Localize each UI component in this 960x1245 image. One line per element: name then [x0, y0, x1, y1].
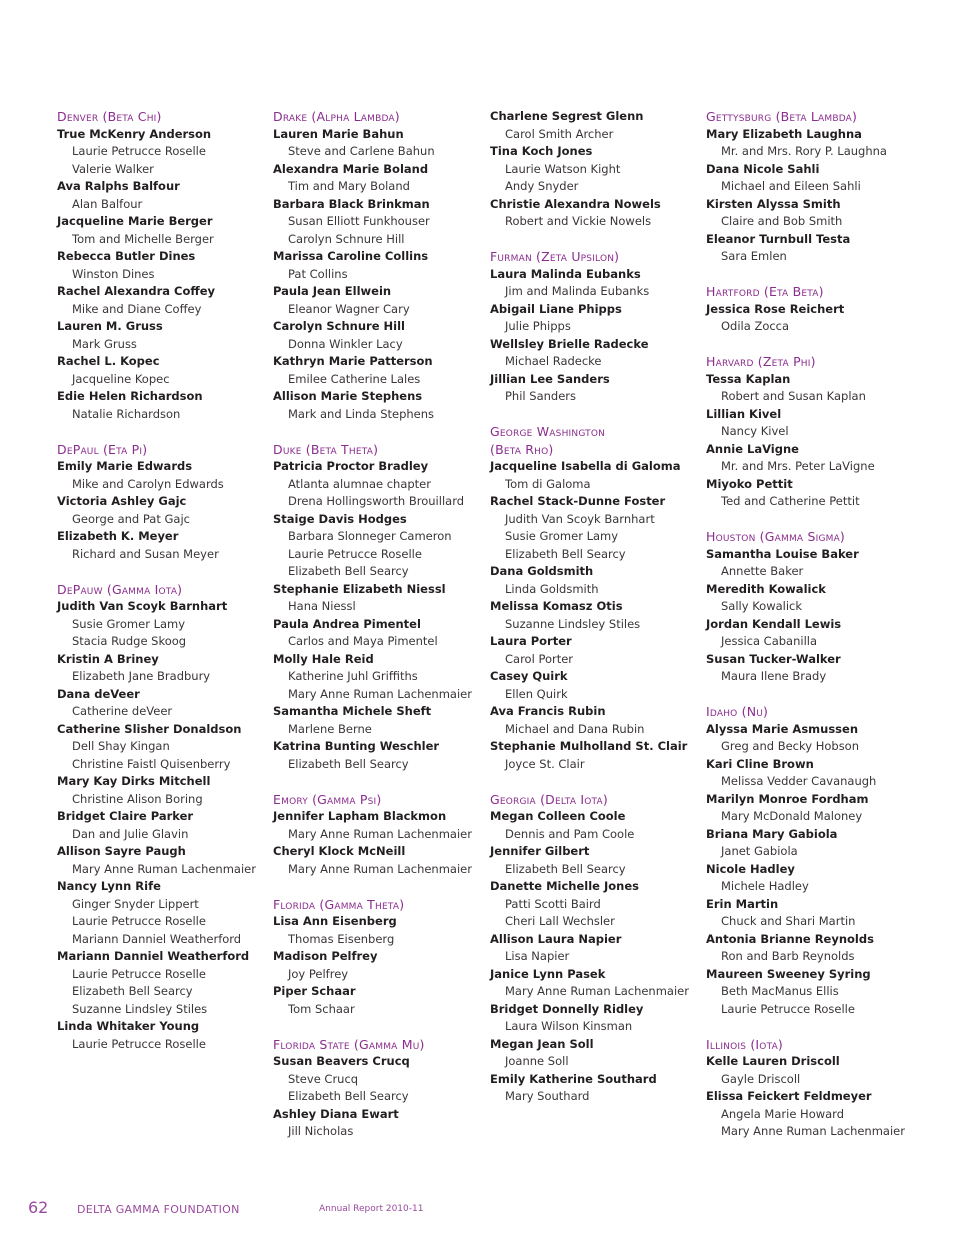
honoree-name: Susan Tucker-Walker — [706, 651, 841, 666]
honored-by-name: Tim and Mary Boland — [288, 179, 410, 193]
honored-by-name: Mark and Linda Stephens — [288, 406, 435, 421]
honoree-name: Jacqueline Isabella di Galoma — [490, 459, 681, 473]
honoree-name: Catherine Slisher Donaldson — [57, 721, 242, 736]
honoree-name: Victoria Ashley Gajc — [57, 494, 187, 508]
honored-by-name: Beth MacManus Ellis — [721, 984, 839, 998]
chapter-heading: Hartford (Eta Beta) — [706, 284, 824, 299]
honored-by-name: Tom and Michelle Berger — [72, 231, 214, 246]
honored-by-name: Mary Anne Ruman Lachenmaier — [72, 861, 256, 876]
honored-by-name: Steve Crucq — [288, 1071, 359, 1086]
honored-by-name: Joanne Soll — [505, 1054, 569, 1068]
chapter-heading: Houston (Gamma Sigma) — [706, 529, 846, 544]
honored-by-name: Sally Kowalick — [721, 599, 803, 613]
chapter-heading: Gettysburg (Beta Lambda) — [706, 109, 858, 124]
honoree-name: Ava Ralphs Balfour — [57, 179, 180, 193]
honoree-name: Lisa Ann Eisenberg — [273, 914, 397, 928]
honoree-name: Patricia Proctor Bradley — [273, 459, 429, 473]
honoree-name: Megan Jean Soll — [490, 1036, 594, 1051]
honored-by-name: Elizabeth Bell Searcy — [72, 984, 193, 998]
honored-by-name: Gayle Driscoll — [721, 1071, 801, 1086]
honored-by-name: Donna Winkler Lacy — [288, 336, 403, 351]
honored-by-name: Mary McDonald Maloney — [721, 809, 863, 823]
honoree-name: Marilyn Monroe Fordham — [706, 791, 869, 806]
honored-by-name: Carolyn Schnure Hill — [288, 231, 405, 246]
honoree-name: Annie LaVigne — [706, 441, 799, 456]
honored-by-name: Richard and Susan Meyer — [72, 546, 219, 561]
chapter-heading: DePauw (Gamma Iota) — [57, 581, 183, 597]
honored-by-name: Ellen Quirk — [505, 686, 568, 701]
honored-by-name: Christine Alison Boring — [72, 791, 203, 806]
honored-by-name: Mary Anne Ruman Lachenmaier — [505, 984, 689, 998]
honoree-name: Casey Quirk — [490, 669, 568, 683]
honoree-name: Briana Mary Gabiola — [706, 826, 838, 841]
honored-by-name: Steve and Carlene Bahun — [288, 144, 435, 158]
honoree-name: Mary Kay Dirks Mitchell — [57, 774, 211, 788]
column-2 — [273, 108, 485, 1141]
honoree-name: True McKenry Anderson — [57, 126, 212, 141]
honored-by-name: Susie Gromer Lamy — [505, 529, 619, 543]
honored-by-name: Laura Wilson Kinsman — [505, 1019, 633, 1033]
honored-by-name: Mary Anne Ruman Lachenmaier — [288, 826, 472, 841]
honored-by-name: Suzanne Lindsley Stiles — [72, 1001, 208, 1016]
honored-by-name: Christine Faistl Quisenberry — [72, 756, 231, 771]
honored-by-name: Winston Dines — [72, 266, 155, 281]
honored-by-name: Susie Gromer Lamy — [72, 616, 186, 631]
honoree-name: Susan Beavers Crucq — [273, 1054, 410, 1068]
honored-by-name: Laurie Petrucce Roselle — [72, 1036, 206, 1051]
honoree-name: Alexandra Marie Boland — [273, 161, 429, 176]
honoree-name: Katrina Bunting Weschler — [273, 739, 440, 753]
honored-by-name: Hana Niessl — [288, 599, 356, 613]
honoree-name: Piper Schaar — [273, 984, 356, 998]
honoree-name: Paula Andrea Pimentel — [273, 616, 421, 631]
report-title: Annual Report 2010-11 — [319, 1204, 424, 1214]
honoree-name: Laura Porter — [490, 634, 572, 648]
honored-by-name: Odila Zocca — [721, 319, 790, 333]
honored-by-name: Nancy Kivel — [721, 424, 789, 438]
honoree-name: Jessica Rose Reichert — [706, 301, 845, 316]
honoree-name: Elissa Feickert Feldmeyer — [706, 1089, 872, 1103]
honored-by-name: Maura Ilene Brady — [721, 669, 827, 683]
honored-by-name: Alan Balfour — [72, 196, 143, 211]
honoree-name: Edie Helen Richardson — [57, 389, 203, 403]
honoree-name: Kristin A Briney — [57, 651, 159, 666]
honoree-name: Barbara Black Brinkman — [273, 196, 430, 211]
column-4 — [706, 108, 918, 1141]
honoree-name: Linda Whitaker Young — [57, 1019, 200, 1033]
chapter-heading: Florida State (Gamma Mu) — [273, 1036, 425, 1052]
honored-by-name: George and Pat Gajc — [72, 511, 190, 526]
honored-by-name: Mary Anne Ruman Lachenmaier — [721, 1124, 905, 1138]
chapter-heading: Illinois (Iota) — [706, 1036, 784, 1052]
chapter-heading: (Beta Rho) — [490, 441, 554, 457]
honoree-name: Cheryl Klock McNeill — [273, 844, 406, 858]
honored-by-name: Melissa Vedder Cavanaugh — [721, 774, 877, 788]
honoree-name: Nancy Lynn Rife — [57, 879, 161, 893]
honored-by-name: Mary Anne Ruman Lachenmaier — [288, 861, 472, 876]
honored-by-name: Mary Anne Ruman Lachenmaier — [288, 686, 472, 701]
chapter-heading: Harvard (Zeta Phi) — [706, 354, 816, 369]
chapter-heading: Drake (Alpha Lambda) — [273, 109, 400, 124]
honoree-name: Allison Laura Napier — [490, 931, 622, 946]
chapter-heading: Georgia (Delta Iota) — [490, 791, 608, 807]
honored-by-name: Carlos and Maya Pimentel — [288, 634, 438, 648]
honored-by-name: Mike and Diane Coffey — [72, 301, 202, 316]
honoree-name: Stephanie Elizabeth Niessl — [273, 581, 446, 596]
chapter-heading: Duke (Beta Theta) — [273, 441, 379, 457]
honoree-name: Allison Marie Stephens — [273, 389, 423, 403]
honored-by-name: Michael and Dana Rubin — [505, 721, 645, 736]
honoree-name: Christie Alexandra Nowels — [490, 196, 661, 211]
honored-by-name: Ron and Barb Reynolds — [721, 949, 855, 963]
honored-by-name: Annette Baker — [721, 564, 804, 578]
honored-by-name: Ted and Catherine Pettit — [721, 494, 860, 508]
honoree-name: Stephanie Mulholland St. Clair — [490, 739, 688, 753]
honored-by-name: Elizabeth Jane Bradbury — [72, 669, 211, 683]
honored-by-name: Stacia Rudge Skoog — [72, 634, 187, 648]
honoree-name: Paula Jean Ellwein — [273, 284, 392, 298]
honored-by-name: Thomas Eisenberg — [288, 931, 395, 946]
honoree-name: Tina Koch Jones — [490, 144, 593, 158]
honoree-name: Miyoko Pettit — [706, 476, 793, 491]
chapter-heading: George Washington — [490, 424, 606, 439]
honoree-name: Laura Malinda Eubanks — [490, 266, 641, 281]
honored-by-name: Dennis and Pam Coole — [505, 826, 635, 841]
honored-by-name: Michael and Eileen Sahli — [721, 179, 861, 193]
honoree-name: Charlene Segrest Glenn — [490, 109, 644, 123]
honoree-name: Erin Martin — [706, 896, 779, 911]
honoree-name: Meredith Kowalick — [706, 581, 826, 596]
honored-by-name: Atlanta alumnae chapter — [288, 476, 431, 491]
honoree-name: Jennifer Gilbert — [490, 844, 590, 858]
honoree-name: Allison Sayre Paugh — [57, 844, 186, 858]
honoree-name: Ashley Diana Ewart — [273, 1106, 399, 1121]
honored-by-name: Angela Marie Howard — [721, 1106, 845, 1121]
honored-by-name: Ginger Snyder Lippert — [72, 896, 199, 911]
honoree-name: Janice Lynn Pasek — [490, 966, 606, 981]
honored-by-name: Laurie Petrucce Roselle — [288, 546, 422, 561]
honored-by-name: Emilee Catherine Lales — [288, 371, 421, 386]
honoree-name: Marissa Caroline Collins — [273, 249, 429, 263]
honored-by-name: Elizabeth Bell Searcy — [288, 564, 409, 578]
honored-by-name: Mr. and Mrs. Peter LaVigne — [721, 459, 875, 473]
honored-by-name: Dan and Julie Glavin — [72, 826, 189, 841]
honored-by-name: Pat Collins — [288, 266, 348, 281]
honored-by-name: Lisa Napier — [505, 949, 570, 963]
honoree-name: Lauren M. Gruss — [57, 319, 163, 333]
honoree-name: Mariann Danniel Weatherford — [57, 949, 250, 963]
honoree-name: Rebecca Butler Dines — [57, 249, 196, 263]
honoree-name: Jacqueline Marie Berger — [57, 214, 213, 228]
honored-by-name: Laurie Petrucce Roselle — [72, 144, 206, 158]
chapter-heading: Florida (Gamma Theta) — [273, 896, 405, 912]
honoree-name: Alyssa Marie Asmussen — [706, 721, 859, 736]
honored-by-name: Suzanne Lindsley Stiles — [505, 616, 641, 631]
honoree-name: Judith Van Scoyk Barnhart — [57, 599, 228, 613]
honored-by-name: Eleanor Wagner Cary — [288, 301, 410, 316]
honored-by-name: Mariann Danniel Weatherford — [72, 931, 242, 946]
honoree-name: Kirsten Alyssa Smith — [706, 196, 841, 211]
honored-by-name: Catherine deVeer — [72, 704, 173, 718]
chapter-heading: DePaul (Eta Pi) — [57, 441, 148, 457]
honoree-name: Danette Michelle Jones — [490, 879, 639, 893]
honored-by-name: Laurie Petrucce Roselle — [72, 914, 206, 928]
honored-by-name: Jim and Malinda Eubanks — [505, 284, 650, 298]
honoree-name: Molly Hale Reid — [273, 651, 374, 666]
honored-by-name: Tom di Galoma — [505, 476, 591, 491]
honoree-name: Dana Nicole Sahli — [706, 161, 820, 176]
organization-name: DELTA GAMMA FOUNDATION — [77, 1203, 240, 1216]
honored-by-name: Elizabeth Bell Searcy — [288, 1089, 409, 1103]
honoree-name: Maureen Sweeney Syring — [706, 966, 871, 981]
honoree-name: Lauren Marie Bahun — [273, 126, 404, 141]
honoree-name: Jillian Lee Sanders — [490, 371, 610, 386]
honored-by-name: Joyce St. Clair — [505, 756, 585, 771]
chapter-heading: Furman (Zeta Upsilon) — [490, 249, 620, 264]
page-number: 62 — [28, 1198, 49, 1217]
honored-by-name: Judith Van Scoyk Barnhart — [505, 511, 655, 526]
honoree-name: Rachel Stack-Dunne Foster — [490, 494, 666, 508]
honored-by-name: Elizabeth Bell Searcy — [288, 756, 409, 771]
honored-by-name: Sara Emlen — [721, 249, 787, 263]
honoree-name: Abigail Liane Phipps — [490, 301, 622, 316]
honoree-name: Bridget Claire Parker — [57, 809, 194, 823]
honored-by-name: Carol Smith Archer — [505, 126, 614, 141]
honoree-name: Dana Goldsmith — [490, 564, 594, 578]
honoree-name: Ava Francis Rubin — [490, 704, 606, 718]
honored-by-name: Cheri Lall Wechsler — [505, 914, 615, 928]
honored-by-name: Janet Gabiola — [721, 844, 798, 858]
honoree-name: Jordan Kendall Lewis — [706, 616, 842, 631]
honoree-name: Melissa Komasz Otis — [490, 599, 623, 613]
honored-by-name: Robert and Vickie Nowels — [505, 214, 652, 228]
honoree-name: Mary Elizabeth Laughna — [706, 126, 862, 141]
honoree-name: Antonia Brianne Reynolds — [706, 931, 874, 946]
honoree-name: Samantha Michele Sheft — [273, 704, 432, 718]
honored-by-name: Robert and Susan Kaplan — [721, 389, 866, 403]
chapter-heading: Emory (Gamma Psi) — [273, 791, 382, 807]
honoree-name: Wellsley Brielle Radecke — [490, 336, 649, 351]
honoree-name: Eleanor Turnbull Testa — [706, 231, 851, 246]
honored-by-name: Marlene Berne — [288, 721, 372, 736]
honoree-name: Kari Cline Brown — [706, 756, 814, 771]
honored-by-name: Barbara Slonneger Cameron — [288, 529, 452, 543]
honored-by-name: Michael Radecke — [505, 354, 602, 368]
honored-by-name: Laurie Watson Kight — [505, 161, 621, 176]
honored-by-name: Susan Elliott Funkhouser — [288, 214, 430, 228]
honored-by-name: Elizabeth Bell Searcy — [505, 546, 626, 561]
honoree-name: Elizabeth K. Meyer — [57, 529, 179, 543]
honored-by-name: Mary Southard — [505, 1089, 590, 1103]
chapter-heading: Idaho (Nu) — [706, 704, 769, 719]
honored-by-name: Chuck and Shari Martin — [721, 914, 856, 928]
column-1 — [57, 108, 269, 1053]
honoree-name: Rachel L. Kopec — [57, 354, 160, 368]
honored-by-name: Natalie Richardson — [72, 406, 181, 421]
honoree-name: Emily Katherine Southard — [490, 1071, 657, 1086]
honoree-name: Jennifer Lapham Blackmon — [273, 809, 447, 823]
honoree-name: Emily Marie Edwards — [57, 459, 193, 473]
honored-by-name: Laurie Petrucce Roselle — [72, 966, 206, 981]
honoree-name: Staige Davis Hodges — [273, 511, 407, 526]
honored-by-name: Dell Shay Kingan — [72, 739, 170, 753]
honored-by-name: Laurie Petrucce Roselle — [721, 1001, 855, 1016]
honored-by-name: Mark Gruss — [72, 336, 137, 351]
honored-by-name: Phil Sanders — [505, 389, 576, 403]
honored-by-name: Mike and Carolyn Edwards — [72, 476, 224, 491]
honoree-name: Dana deVeer — [57, 686, 140, 701]
honoree-name: Lillian Kivel — [706, 406, 782, 421]
honoree-name: Carolyn Schnure Hill — [273, 319, 405, 333]
honored-by-name: Patti Scotti Baird — [505, 896, 601, 911]
honoree-name: Kelle Lauren Driscoll — [706, 1054, 840, 1068]
honored-by-name: Joy Pelfrey — [288, 966, 349, 981]
honoree-name: Samantha Louise Baker — [706, 546, 859, 561]
honored-by-name: Drena Hollingsworth Brouillard — [288, 494, 465, 508]
honored-by-name: Carol Porter — [505, 651, 574, 666]
honored-by-name: Valerie Walker — [72, 161, 154, 176]
honored-by-name: Mr. and Mrs. Rory P. Laughna — [721, 144, 887, 158]
honoree-name: Megan Colleen Coole — [490, 809, 626, 823]
honored-by-name: Tom Schaar — [288, 1001, 355, 1016]
honoree-name: Tessa Kaplan — [706, 371, 791, 386]
honored-by-name: Jacqueline Kopec — [72, 371, 170, 386]
honored-by-name: Linda Goldsmith — [505, 581, 599, 596]
honored-by-name: Julie Phipps — [505, 319, 571, 333]
honored-by-name: Greg and Becky Hobson — [721, 739, 860, 753]
column-3 — [490, 108, 702, 1106]
honoree-name: Kathryn Marie Patterson — [273, 354, 433, 368]
honoree-name: Nicole Hadley — [706, 861, 795, 876]
honored-by-name: Michele Hadley — [721, 879, 809, 893]
honored-by-name: Jessica Cabanilla — [721, 634, 818, 648]
honoree-name: Bridget Donnelly Ridley — [490, 1001, 644, 1016]
honoree-name: Rachel Alexandra Coffey — [57, 284, 215, 298]
honored-by-name: Jill Nicholas — [288, 1124, 354, 1138]
honored-by-name: Elizabeth Bell Searcy — [505, 861, 626, 876]
chapter-heading: Denver (Beta Chi) — [57, 109, 162, 124]
honored-by-name: Katherine Juhl Griffiths — [288, 669, 418, 683]
honored-by-name: Andy Snyder — [505, 179, 579, 193]
honoree-name: Madison Pelfrey — [273, 949, 378, 963]
honored-by-name: Claire and Bob Smith — [721, 214, 843, 228]
